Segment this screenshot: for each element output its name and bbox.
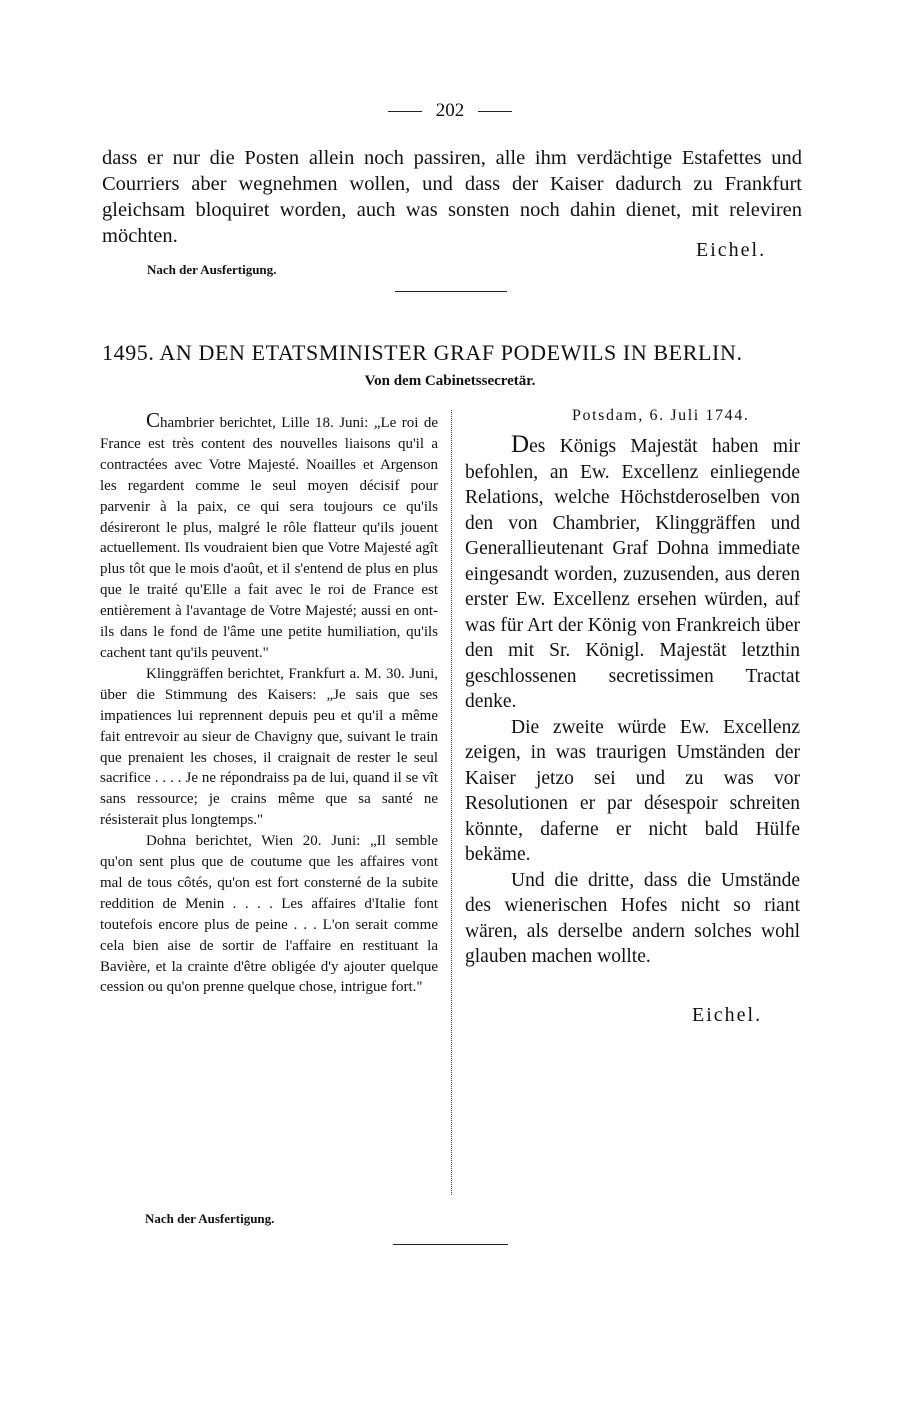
letter-paragraph-2: Die zweite würde Ew. Excellenz zeigen, in was traurigen Umständen der Kaiser jetzo sei und zu was vor Resolutionen er par désespoir schreiten könnte, daferne er nicht bald Hülfe bekäme. xyxy=(465,716,800,865)
letter-paragraph-1 xyxy=(465,432,800,715)
letter-paragraph-3: Und die dritte, dass die Umstände des wienerischen Hofes nicht so riant wären, als derselbe andern solches wohl glauben machen wollte. xyxy=(465,869,800,967)
continuation-paragraph xyxy=(102,145,802,249)
section-divider-top xyxy=(395,291,507,292)
page-number-dash-left xyxy=(388,111,422,112)
page-number-dash-right xyxy=(478,111,512,112)
dateline: Potsdam, 6. Juli 1744. xyxy=(572,407,750,424)
document-heading: 1495. AN DEN ETATSMINISTER GRAF PODEWILS IN BERLIN. xyxy=(102,340,743,365)
section-divider-bottom xyxy=(393,1244,508,1245)
letter-initial: D xyxy=(511,431,530,458)
source-note-top: Nach der Ausfertigung. xyxy=(147,262,277,277)
right-column-letter xyxy=(465,432,800,970)
continuation-paragraph-text: dass er nur die Posten allein noch passiren, alle ihm verdächtige Estafettes und Courriers aber wegnehmen wollen, und dass der Kaiser dadurch zu Frankfurt gleichsam bloquiret worden, auch was sonsten noch dahin dienet, mit releviren möchten. xyxy=(102,147,802,247)
report-chambrier-text: hambrier berichtet, Lille 18. Juni: „Le roi de France est très content des nouvelles liaisons qu'il a contractées avec Votre Majesté. Noailles et Argenson les regardent comme le seul moyen décisif pour parvenir à la paix, ce qui sera toujours ce qu'ils désireront le plus, malgré le rôle flatteur qu'ils jouent actuellement. Ils voudraient bien que Votre Majesté agît plus tôt que le mois d'août, et il s'entend de plus en plus que le traité qu'Elle a fait avec le roi de France est entièrement à l'avantage de Votre Majesté; aussi en ont-ils dans le fond de l'âme une petite humiliation, qu'ils cachent tant qu'ils peuvent." xyxy=(100,415,438,661)
column-divider xyxy=(451,410,452,1195)
page-number-line xyxy=(0,100,900,122)
document-subheading: Von dem Cabinetssecretär. xyxy=(364,373,536,389)
page-number: 202 xyxy=(435,100,465,121)
signature-top: Eichel. xyxy=(696,239,767,261)
left-column-reports xyxy=(100,410,438,998)
signature-bottom: Eichel. xyxy=(692,1004,763,1026)
source-note-bottom: Nach der Ausfertigung. xyxy=(145,1211,275,1226)
report-dohna: Dohna berichtet, Wien 20. Juni: „Il semble qu'on sent plus que de coutume que les affaires vont mal de tous côtés, qu'on est fort consterné de la subite reddition de Menin . . . . Les affaires d'Italie font toutefois encore plus de peine . . . L'on serait comme cela bien aise de sortir de l'affaire en restituant la Bavière, et la crainte d'être obligée d'y ajouter quelque cession ou qu'on prenne quelque chose, intrigue fort." xyxy=(100,833,438,996)
letter-paragraph-1-text: es Königs Majestät haben mir befohlen, an Ew. Excellenz einliegende Relations, welche Höchstderoselben von den von Chambrier, Klinggräffen und Generallieutenant Graf Dohna immediate eingesandt worden, zuzusenden, aus deren erster Ew. Excellenz ersehen würden, auf was für Art der König von Frankreich über den mit Sr. Königl. Majestät letzthin geschlossenen secretissimen Tractat denke. xyxy=(465,436,800,712)
report-chambrier xyxy=(100,410,438,664)
report-chambrier-initial: C xyxy=(146,408,161,432)
report-klinggraeffen: Klinggräffen berichtet, Frankfurt a. M. 30. Juni, über die Stimmung des Kaisers: „Je sais que ses impatiences lui reprennent depuis peu et qu'il a même fait entrevoir au sieur de Chavigny que, suivant le train que prenaient les choses, il craignait de rester le seul sacrifice . . . . Je ne répondraiss pa de lui, quand il se vît sans ressource; je crains même que sa santé ne résisterait plus longtemps." xyxy=(100,665,438,829)
